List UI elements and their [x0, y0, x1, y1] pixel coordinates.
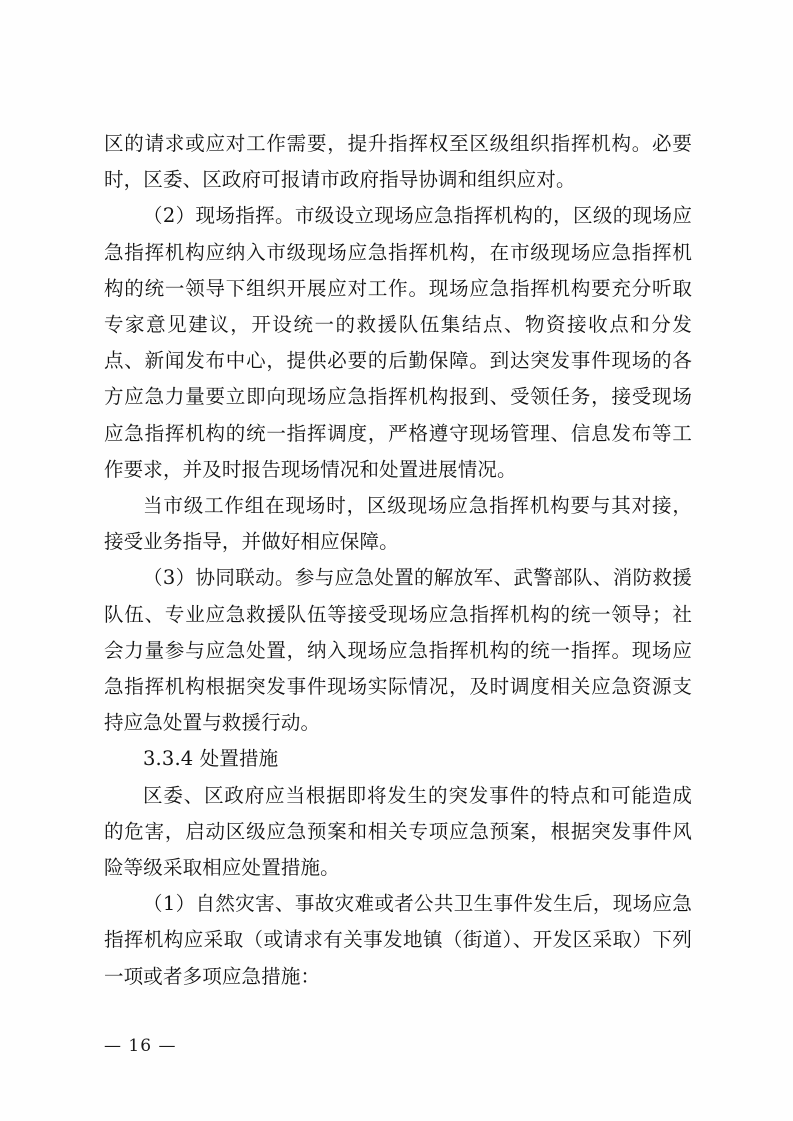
paragraph: （3）协同联动。参与应急处置的解放军、武警部队、消防救援队伍、专业应急救援队伍等接受现场应急指挥机构的统一领导；社会力量参与应急处置，纳入现场应急指挥机构的统一指挥。现场应急指挥机构根据突发事件现场实际情况，及时调度相关应急资源支持应急处置与救援行动。: [104, 566, 692, 735]
page-number: — 16 —: [104, 1036, 177, 1056]
paragraph: 当市级工作组在现场时，区级现场应急指挥机构要与其对接，接受业务指导，并做好相应保障。: [104, 494, 692, 554]
paragraph: （2）现场指挥。市级设立现场应急指挥机构的，区级的现场应急指挥机构应纳入市级现场应急指挥机构，在市级现场应急指挥机构的统一领导下组织开展应对工作。现场应急指挥机构要充分听取专家意见建议，开设统一的救援队伍集结点、物资接收点和分发点、新闻发布中心，提供必要的后勤保障。到达突发事件现场的各方应急力量要立即向现场应急指挥机构报到、受领任务，接受现场应急指挥机构的统一指挥调度，严格遵守现场管理、信息发布等工作要求，并及时报告现场情况和处置进展情况。: [104, 204, 692, 481]
paragraph: 区委、区政府应当根据即将发生的突发事件的特点和可能造成的危害，启动区级应急预案和相关专项应急预案，根据突发事件风险等级采取相应处置措施。: [104, 783, 692, 880]
document-body: [104, 126, 692, 995]
paragraph: （1）自然灾害、事故灾难或者公共卫生事件发生后，现场应急指挥机构应采取（或请求有关事发地镇（街道）、开发区采取）下列一项或者多项应急措施：: [104, 892, 692, 988]
section-heading: 3.3.4 处置措施: [143, 747, 279, 771]
paragraph: 区的请求或应对工作需要，提升指挥权至区级组织指挥机构。必要时，区委、区政府可报请市政府指导协调和组织应对。: [104, 132, 692, 192]
